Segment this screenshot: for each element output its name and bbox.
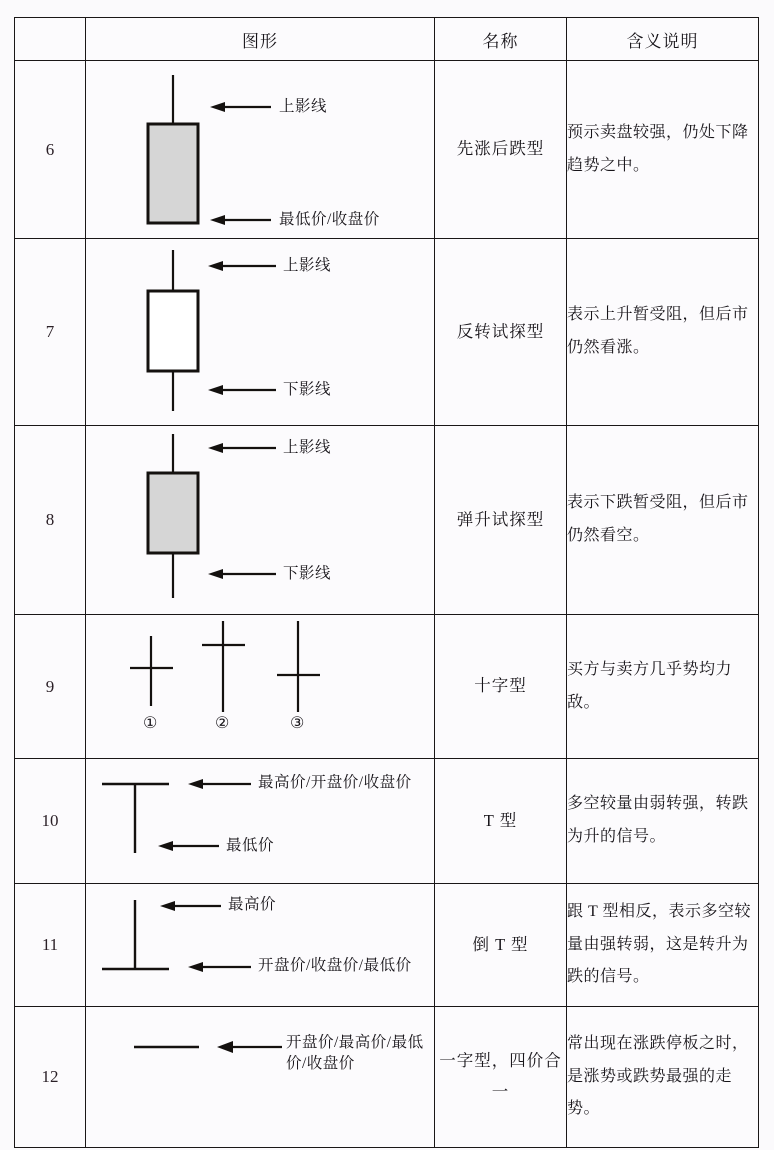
header-figure: 图形 — [86, 18, 435, 61]
doji-svg-9 — [86, 615, 435, 758]
doji-marker-1: ① — [143, 715, 158, 732]
row-meaning-6: 预示卖盘较强，仍处下降趋势之中。 — [567, 61, 759, 239]
label-lower-shadow-8: 下影线 — [283, 565, 332, 582]
table-row — [15, 239, 759, 426]
label-low-10: 最低价 — [226, 837, 275, 854]
t-shape-diagram — [86, 759, 435, 883]
table-row — [15, 61, 759, 239]
row-index-7: 7 — [15, 239, 86, 426]
row-name-8: 弹升试探型 — [435, 426, 567, 615]
figure-cell-12 — [86, 1007, 435, 1148]
row-meaning-9: 买方与卖方几乎势均力敌。 — [567, 615, 759, 759]
candle-diagram-filled-upper-shadow — [86, 61, 435, 238]
doji-crosses-diagram — [86, 615, 435, 758]
row-index-10: 10 — [15, 759, 86, 884]
label-open-close-low-11: 开盘价/收盘价/最低价 — [258, 957, 412, 974]
candle-diagram-filled-both-shadows — [86, 426, 435, 614]
row-index-12: 12 — [15, 1007, 86, 1148]
doji-marker-3: ③ — [290, 715, 305, 732]
label-four-prices-12: 开盘价/最高价/最低价/收盘价 — [286, 1034, 424, 1072]
row-meaning-12: 常出现在涨跌停板之时，是涨势或跌势最强的走势。 — [567, 1007, 759, 1148]
row-index-8: 8 — [15, 426, 86, 615]
header-index — [15, 18, 86, 61]
table-row — [15, 615, 759, 759]
horizontal-line-diagram — [86, 1007, 435, 1147]
table-row — [15, 426, 759, 615]
row-name-9: 十字型 — [435, 615, 567, 759]
row-meaning-7: 表示上升暂受阻，但后市仍然看涨。 — [567, 239, 759, 426]
table-header-row — [15, 18, 759, 61]
row-index-6: 6 — [15, 61, 86, 239]
row-name-12: 一字型，四价合一 — [435, 1007, 567, 1148]
figure-cell-10 — [86, 759, 435, 884]
table-row — [15, 1007, 759, 1148]
row-name-6: 先涨后跌型 — [435, 61, 567, 239]
label-upper-shadow-8: 上影线 — [283, 439, 332, 456]
row-index-11: 11 — [15, 884, 86, 1007]
header-name: 名称 — [435, 18, 567, 61]
label-high-open-close-10: 最高价/开盘价/收盘价 — [258, 774, 412, 791]
label-low-close-6: 最低价/收盘价 — [279, 211, 380, 228]
inverted-t-shape-diagram — [86, 884, 435, 1006]
candle-svg-7 — [86, 239, 435, 425]
figure-cell-7 — [86, 239, 435, 426]
kline-pattern-table-container — [14, 17, 758, 1148]
header-meaning: 含义说明 — [567, 18, 759, 61]
label-upper-shadow-6: 上影线 — [279, 98, 328, 115]
label-lower-shadow-7: 下影线 — [283, 381, 332, 398]
candle-svg-8 — [86, 426, 435, 614]
label-high-11: 最高价 — [228, 896, 277, 913]
one-line-svg-12 — [86, 1007, 435, 1147]
row-name-7: 反转试探型 — [435, 239, 567, 426]
row-name-11: 倒 T 型 — [435, 884, 567, 1007]
table-row — [15, 759, 759, 884]
row-meaning-11: 跟 T 型相反，表示多空较量由强转弱，这是转升为跌的信号。 — [567, 884, 759, 1007]
figure-cell-9 — [86, 615, 435, 759]
kline-pattern-table — [14, 17, 759, 1148]
label-upper-shadow-7: 上影线 — [283, 257, 332, 274]
figure-cell-8 — [86, 426, 435, 615]
row-index-9: 9 — [15, 615, 86, 759]
row-meaning-10: 多空较量由弱转强，转跌为升的信号。 — [567, 759, 759, 884]
table-row — [15, 884, 759, 1007]
candle-svg-6 — [86, 61, 435, 238]
row-meaning-8: 表示下跌暂受阻，但后市仍然看空。 — [567, 426, 759, 615]
row-name-10: T 型 — [435, 759, 567, 884]
figure-cell-6 — [86, 61, 435, 239]
doji-marker-2: ② — [215, 715, 230, 732]
figure-cell-11 — [86, 884, 435, 1007]
candle-diagram-hollow-both-shadows — [86, 239, 435, 425]
